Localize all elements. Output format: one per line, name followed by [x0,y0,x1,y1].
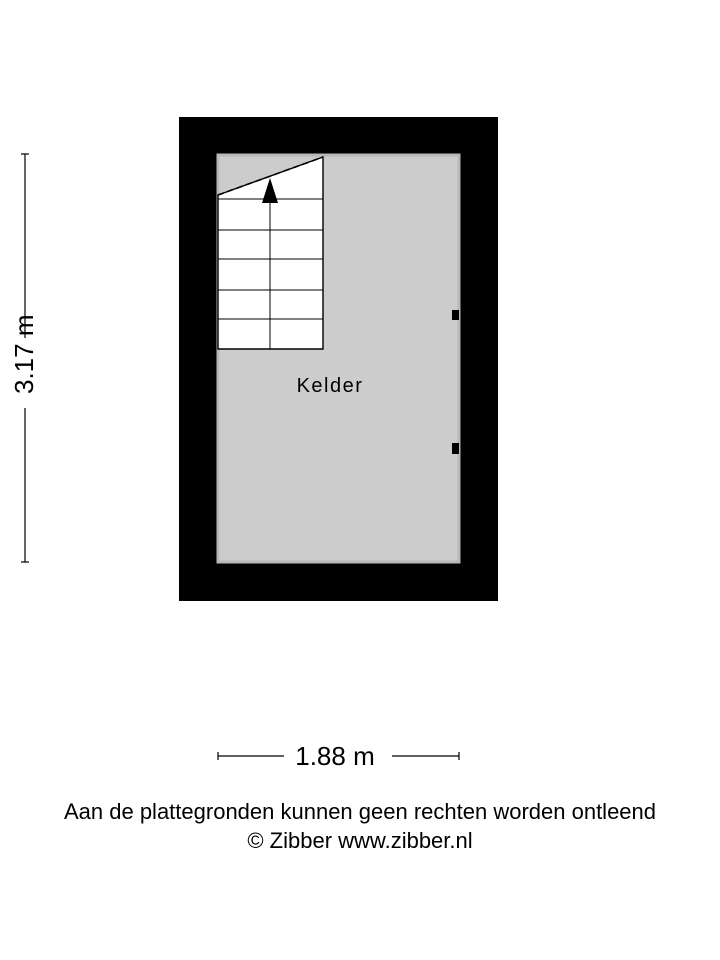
room-label: Kelder [296,375,364,397]
wall-marker [452,443,459,454]
copyright-text: © Zibber www.zibber.nl [247,828,473,853]
wall-marker [452,310,459,320]
width-dimension-label: 1.88 m [295,741,375,771]
disclaimer-text: Aan de plattegronden kunnen geen rechten worden ontleend [63,799,657,824]
height-dimension-label: 3.17 m [9,314,39,394]
